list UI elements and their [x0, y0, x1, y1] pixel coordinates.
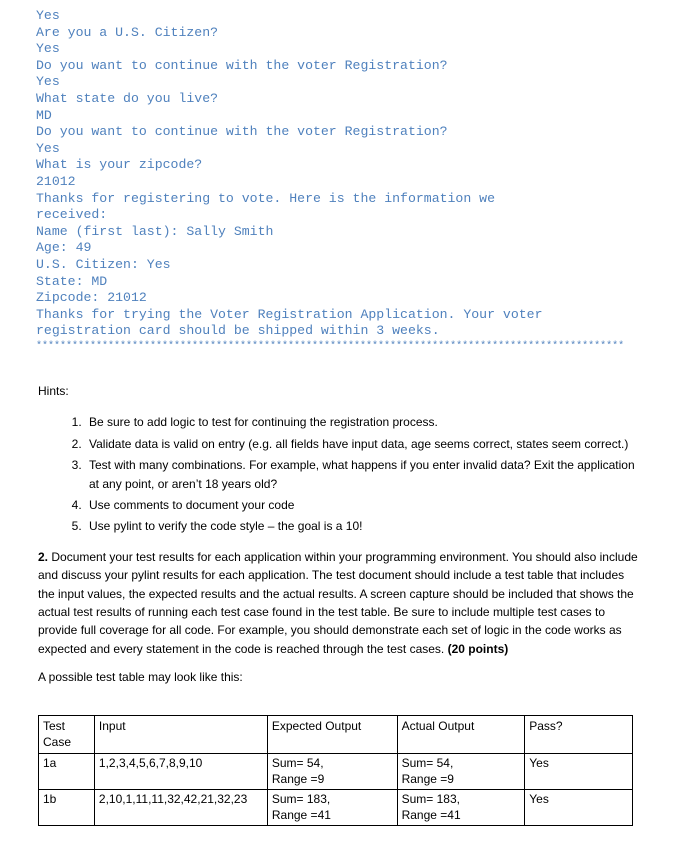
hint-item: 2. Validate data is valid on entry (e.g. all fields have input data, age seems correct, states seem correct.) — [85, 435, 638, 453]
console-line: Age: 49 — [36, 240, 92, 256]
cell-expected-line: Sum= 183, — [271, 792, 331, 806]
section-2-paragraph — [38, 548, 638, 658]
cell-pass: Yes — [525, 790, 633, 826]
console-line: State: MD — [36, 273, 108, 289]
section-number: 2. — [38, 549, 49, 564]
header-expected-output: Expected Output — [267, 716, 397, 754]
cell-input: 1,2,3,4,5,6,7,8,9,10 — [94, 754, 267, 790]
console-line: Do you want to continue with the voter Registration? — [36, 124, 448, 140]
table-header-row — [39, 716, 633, 754]
cell-pass: Yes — [525, 754, 633, 790]
section-points: (20 points) — [444, 641, 509, 656]
console-line: 21012 — [36, 173, 76, 189]
section-text: Document your test results for each application within your programming environment. You should also include and discuss your pylint results for each application. The test document should include a test table that includes the input values, the expected results and the actual results. A screen capture should be included that shows the actual test results of running each test case found in the test table. Be sure to include multiple test cases to provide full coverage for all code. For example, you should demonstrate each set of logic in the code works as expected and every statement in the code is reached through the test cases. — [38, 549, 638, 656]
console-line: Yes — [36, 41, 60, 57]
console-line: Are you a U.S. Citizen? — [36, 24, 219, 40]
console-line: Name (first last): Sally Smith — [36, 223, 274, 239]
cell-actual-line: Range =9 — [401, 771, 454, 786]
console-line: Yes — [36, 8, 60, 23]
test-table — [38, 715, 633, 826]
cell-actual — [397, 754, 525, 790]
hint-item: 1. Be sure to add logic to test for continuing the registration process. — [85, 413, 638, 431]
console-line: Yes — [36, 140, 60, 156]
cell-actual-line: Sum= 183, — [401, 792, 460, 806]
cell-expected — [267, 754, 397, 790]
console-line: received: — [36, 207, 108, 223]
header-input: Input — [94, 716, 267, 754]
cell-actual — [397, 790, 525, 826]
cell-case: 1b — [39, 790, 95, 826]
cell-expected — [267, 790, 397, 826]
console-line: Zipcode: 21012 — [36, 290, 147, 306]
header-pass: Pass? — [525, 716, 633, 754]
console-line: Yes — [36, 74, 60, 90]
hint-item: 4. Use comments to document your code — [85, 496, 638, 514]
console-line: MD — [36, 107, 52, 123]
console-output — [36, 8, 646, 354]
cell-expected-line: Sum= 54, — [271, 756, 324, 770]
console-line: Thanks for trying the Voter Registration Application. Your voter — [36, 306, 543, 322]
hints-list — [38, 413, 638, 535]
hints-title: Hints: — [38, 384, 69, 398]
console-line: registration card should be shipped within 3 weeks. — [36, 323, 440, 339]
cell-actual-line: Range =41 — [401, 807, 461, 822]
table-row — [39, 790, 633, 826]
possible-table-caption: A possible test table may look like this: — [38, 670, 243, 685]
header-test-case: Test Case — [39, 716, 95, 754]
cell-expected-line: Range =9 — [271, 771, 325, 786]
cell-expected-line: Range =41 — [271, 807, 331, 822]
cell-input: 2,10,1,11,11,32,42,21,32,23 — [94, 790, 267, 826]
console-line: Thanks for registering to vote. Here is the information we — [36, 190, 495, 206]
cell-case: 1a — [39, 754, 95, 790]
hint-item: 5. Use pylint to verify the code style – the goal is a 10! — [85, 517, 638, 535]
console-line: Do you want to continue with the voter Registration? — [36, 57, 448, 73]
console-line: What state do you live? — [36, 90, 219, 106]
table-row — [39, 754, 633, 790]
console-line: U.S. Citizen: Yes — [36, 256, 171, 272]
hint-item: 3. Test with many combinations. For example, what happens if you enter invalid data? Exit the application at any point, or aren’t 18 years old? — [85, 456, 638, 493]
console-line: What is your zipcode? — [36, 157, 203, 173]
console-divider: ************************************************************************************************** — [36, 340, 625, 352]
cell-actual-line: Sum= 54, — [401, 756, 454, 770]
header-actual-output: Actual Output — [397, 716, 525, 754]
assignment-document — [38, 382, 638, 687]
